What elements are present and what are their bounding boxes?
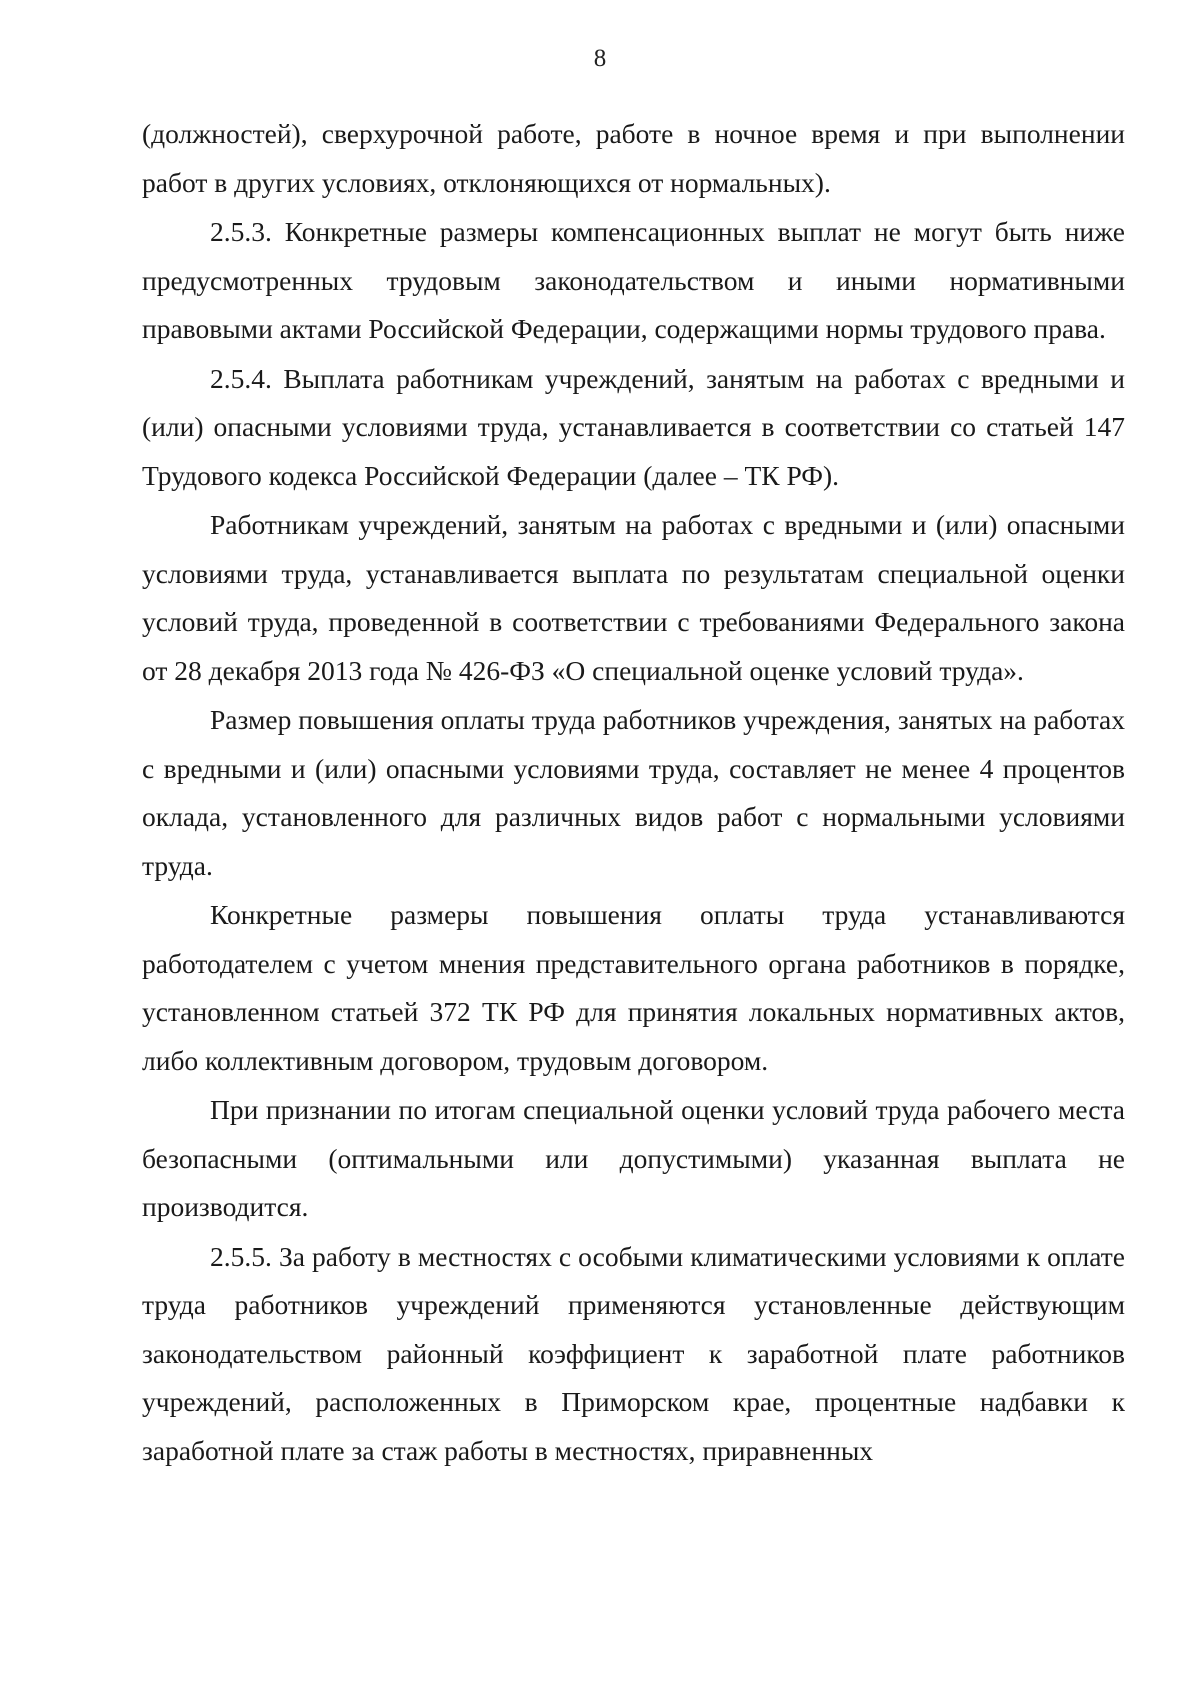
paragraph-2-5-5: 2.5.5. За работу в местностях с особыми климатическими условиями к оплате труда работников учреждений применяются установленные действующим законодательством районный коэффициент к заработной плате работников учреждений, расположенных в Приморском крае, процентные надбавки к заработной плате за стаж работы в местностях, приравненных (142, 1240, 1125, 1466)
paragraph-2-5-4: 2.5.4. Выплата работникам учреждений, занятым на работах с вредными и (или) опасными условиями труда, устанавливается в соответствии со статьей 147 Трудового кодекса Российской Федерации (далее – ТК РФ). (142, 362, 1125, 491)
paragraph-specific-increase-amounts: Конкретные размеры повышения оплаты труда устанавливаются работодателем с учетом мнения представительного органа работников в порядке, установленном статьей 372 ТК РФ для принятия локальных нормативных актов, либо коллективным договором, трудовым договором. (142, 899, 1125, 1076)
paragraph-pay-increase-size: Размер повышения оплаты труда работников учреждения, занятых на работах с вредными и (или) опасными условиями труда, составляет не менее 4 процентов оклада, установленного для различных видов работ с нормальными условиями труда. (142, 704, 1125, 881)
page-number: 8 (593, 45, 607, 72)
document-body (142, 110, 1125, 1475)
paragraph-safe-workplace: При признании по итогам специальной оценки условий труда рабочего места безопасными (оптимальными или допустимыми) указанная выплата не производится. (142, 1094, 1125, 1222)
paragraph-continuation: (должностей), сверхурочной работе, работе в ночное время и при выполнении работ в других условиях, отклоняющихся от нормальных). (142, 118, 1125, 198)
paragraph-harmful-conditions-payment: Работникам учреждений, занятым на работах с вредными и (или) опасными условиями труда, устанавливается выплата по результатам специальной оценки условий труда, проведенной в соответствии с требованиями Федерального закона от 28 декабря 2013 года № 426-ФЗ «О специальной оценке условий труда». (142, 509, 1125, 686)
paragraph-2-5-3: 2.5.3. Конкретные размеры компенсационных выплат не могут быть ниже предусмотренных трудовым законодательством и иными нормативными правовыми актами Российской Федерации, содержащими нормы трудового права. (142, 216, 1125, 344)
